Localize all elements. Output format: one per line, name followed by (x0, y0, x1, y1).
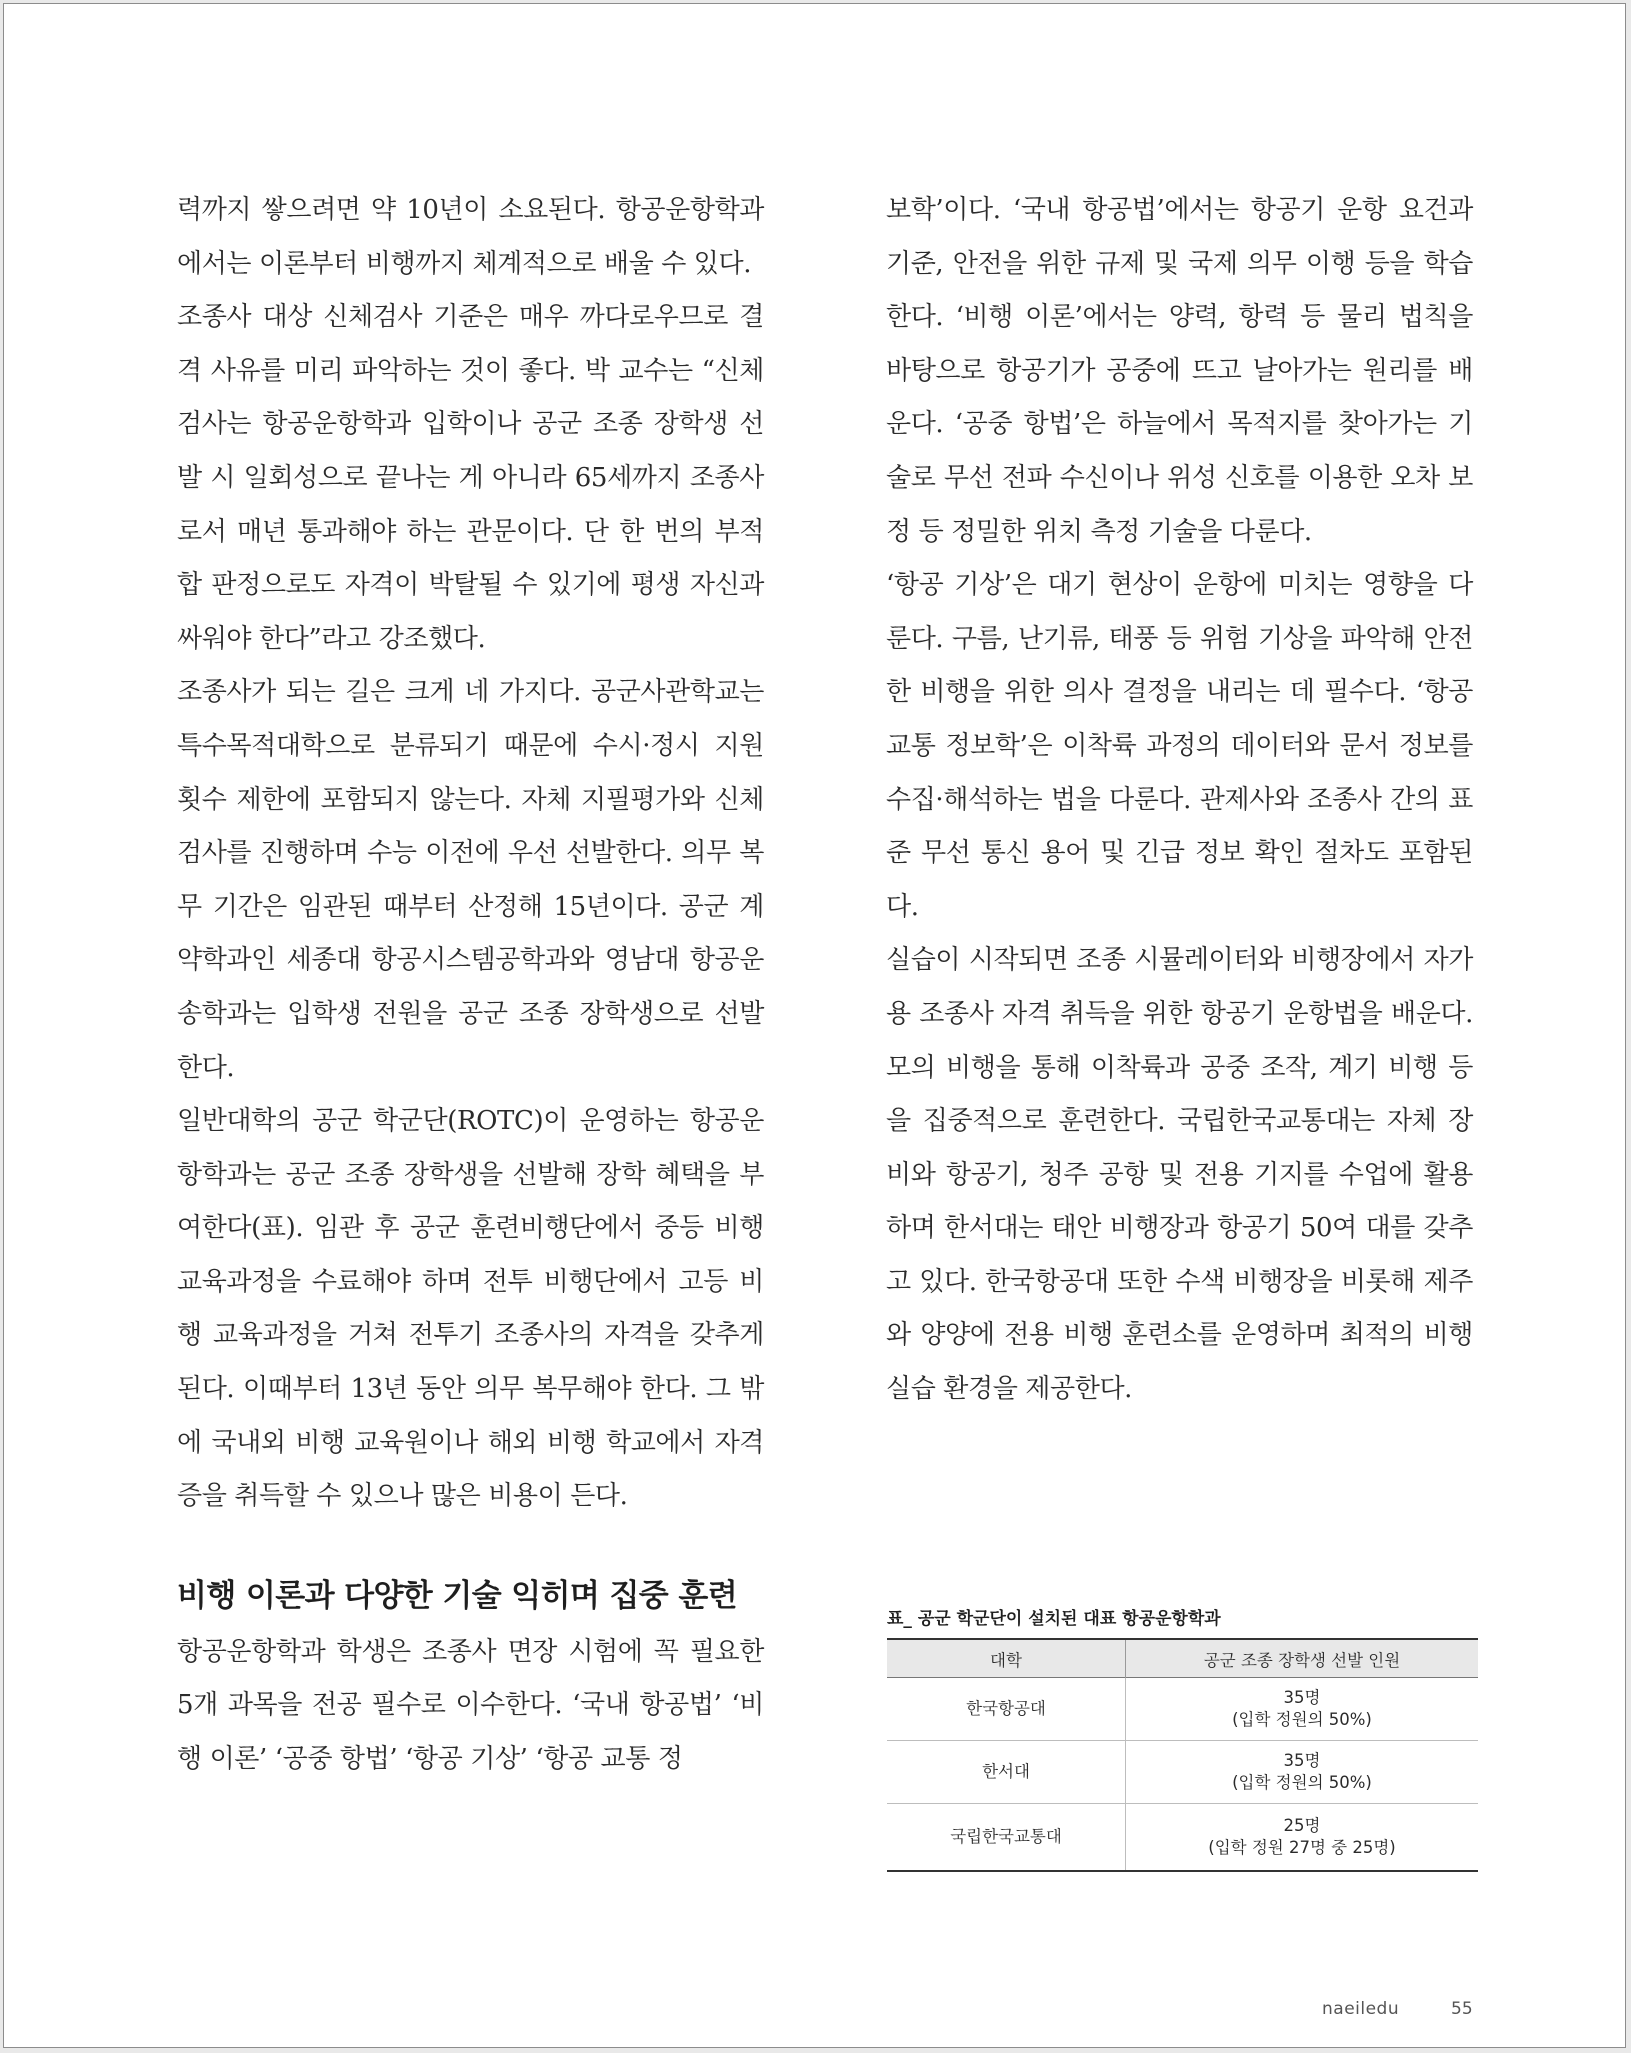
left-paragraph-1: 력까지 쌓으려면 약 10년이 소요된다. 항공운항학과에서는 이론부터 비행까지 체계적으로 배울 수 있다. (177, 195, 764, 279)
right-paragraph-2: ‘항공 기상’은 대기 현상이 운항에 미치는 영향을 다룬다. 구름, 난기류, 태풍 등 위험 기상을 파악해 안전한 비행을 위한 의사 결정을 내리는 데 필수다. ‘항공 교통 정보학’은 이착륙 과정의 데이터와 문서 정보를 수집·해석하는 법을 다룬다. 관제사와 조종사 간의 표준 무선 통신 용어 및 긴급 정보 확인 절차도 포함된다. (886, 570, 1473, 922)
section-heading: 비행 이론과 다양한 기술 익히며 집중 훈련 (177, 1577, 738, 1614)
left-paragraph-4: 일반대학의 공군 학군단(ROTC)이 운영하는 항공운항학과는 공군 조종 장학생을 선발해 장학 혜택을 부여한다(표). 임관 후 공군 훈련비행단에서 중등 비행 교육과정을 수료해야 하며 전투 비행단에서 고등 비행 교육과정을 거쳐 전투기 조종사의 자격을 갖추게 된다. 이때부터 13년 동안 의무 복무해야 한다. 그 밖에 국내외 비행 교육원이나 해외 비행 학교에서 자격증을 취득할 수 있으나 많은 비용이 든다. (177, 1106, 764, 1512)
count-value: 25명 (1283, 1815, 1321, 1835)
count-cell (1126, 1741, 1479, 1804)
table-row (887, 1678, 1478, 1741)
count-cell (1126, 1678, 1479, 1741)
count-note: (입학 정원의 50%) (1232, 1710, 1372, 1729)
magazine-page (3, 3, 1626, 2048)
left-paragraph-3: 조종사가 되는 길은 크게 네 가지다. 공군사관학교는 특수목적대학으로 분류되기 때문에 수시·정시 지원 횟수 제한에 포함되지 않는다. 자체 지필평가와 신체검사를 진행하며 수능 이전에 우선 선발한다. 의무 복무 기간은 임관된 때부터 산정해 15년이다. 공군 계약학과인 세종대 항공시스템공학과와 영남대 항공운송학과는 입학생 전원을 공군 조종 장학생으로 선발한다. (177, 677, 764, 1083)
left-column (177, 184, 764, 1787)
count-note: (입학 정원 27명 중 25명) (1208, 1837, 1396, 1857)
count-value: 35명 (1283, 1751, 1321, 1770)
footer-brand: naeiledu (1322, 1999, 1400, 2019)
school-cell: 한서대 (887, 1741, 1126, 1804)
left-paragraph-2: 조종사 대상 신체검사 기준은 매우 까다로우므로 결격 사유를 미리 파악하는 것이 좋다. 박 교수는 “신체검사는 항공운항학과 입학이나 공군 조종 장학생 선발 시 일회성으로 끝나는 게 아니라 65세까지 조종사로서 매년 통과해야 하는 관문이다. 단 한 번의 부적합 판정으로도 자격이 박탈될 수 있기에 평생 자신과 싸워야 한다”라고 강조했다. (177, 302, 764, 654)
left-paragraph-after-heading: 항공운항학과 학생은 조종사 면장 시험에 꼭 필요한 5개 과목을 전공 필수로 이수한다. ‘국내 항공법’ ‘비행 이론’ ‘공중 항법’ ‘항공 기상’ ‘항공 교통 정 (177, 1636, 764, 1775)
school-cell: 국립한국교통대 (887, 1804, 1126, 1871)
right-paragraph-1: 보학’이다. ‘국내 항공법’에서는 항공기 운항 요건과 기준, 안전을 위한 규제 및 국제 의무 이행 등을 학습한다. ‘비행 이론’에서는 양력, 항력 등 물리 법칙을 바탕으로 항공기가 공중에 뜨고 날아가는 원리를 배운다. ‘공중 항법’은 하늘에서 목적지를 찾아가는 기술로 무선 전파 수신이나 위성 신호를 이용한 오차 보정 등 정밀한 위치 측정 기술을 다룬다. (886, 195, 1473, 547)
table-header-row (887, 1639, 1478, 1678)
count-note: (입학 정원의 50%) (1232, 1773, 1372, 1792)
page-number: 55 (1451, 1999, 1473, 2019)
right-paragraph-3: 실습이 시작되면 조종 시뮬레이터와 비행장에서 자가용 조종사 자격 취득을 위한 항공기 운항법을 배운다. 모의 비행을 통해 이착륙과 공중 조작, 계기 비행 등을 집중적으로 훈련한다. 국립한국교통대는 자체 장비와 항공기, 청주 공항 및 전용 기지를 수업에 활용하며 한서대는 태안 비행장과 항공기 50여 대를 갖추고 있다. 한국항공대 또한 수색 비행장을 비롯해 제주와 양양에 전용 비행 훈련소를 운영하며 최적의 비행 실습 환경을 제공한다. (886, 945, 1473, 1405)
school-cell: 한국항공대 (887, 1678, 1126, 1741)
data-table-section (887, 1604, 1478, 1872)
count-value: 35명 (1283, 1688, 1321, 1707)
table-caption: 표_ 공군 학군단이 설치된 대표 항공운항학과 (887, 1609, 1221, 1629)
count-cell (1126, 1804, 1479, 1871)
aviation-school-table (887, 1638, 1478, 1872)
header-count: 공군 조종 장학생 선발 인원 (1203, 1650, 1401, 1670)
table-row (887, 1804, 1478, 1871)
header-school: 대학 (887, 1639, 1126, 1678)
right-column (886, 184, 1473, 1417)
table-row (887, 1741, 1478, 1804)
